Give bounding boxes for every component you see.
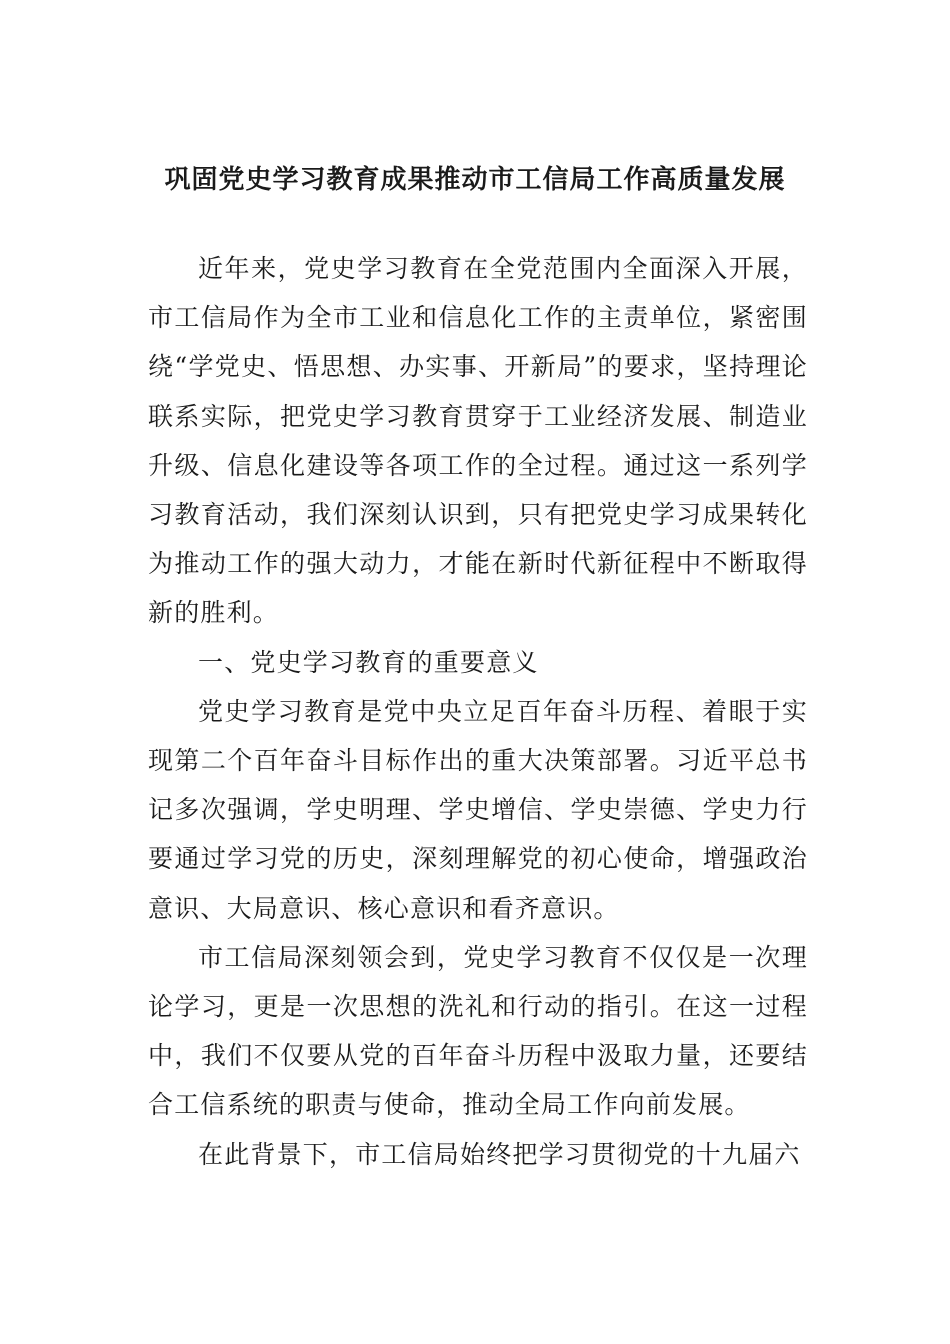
document-body	[148, 244, 808, 1179]
paragraph-background: 在此背景下，市工信局始终把学习贯彻党的十九届六	[198, 1139, 801, 1169]
paragraph-significance: 党史学习教育是党中央立足百年奋斗历程、着眼于实现第二个百年奋斗目标作出的重大决策部署。习近平总书记多次强调，学史明理、学史增信、学史崇德、学史力行要通过学习党的历史，深刻理解党的初心使命，增强政治意识、大局意识、核心意识和看齐意识。	[148, 696, 808, 923]
paragraph-understanding: 市工信局深刻领会到，党史学习教育不仅仅是一次理论学习，更是一次思想的洗礼和行动的指引。在这一过程中，我们不仅要从党的百年奋斗历程中汲取力量，还要结合工信系统的职责与使命，推动全局工作向前发展。	[148, 942, 808, 1120]
section-heading-1: 一、党史学习教育的重要意义	[198, 647, 539, 677]
paragraph-intro: 近年来，党史学习教育在全党范围内全面深入开展，市工信局作为全市工业和信息化工作的主责单位，紧密围绕“学党史、悟思想、办实事、开新局”的要求，坚持理论联系实际，把党史学习教育贯穿于工业经济发展、制造业升级、信息化建设等各项工作的全过程。通过这一系列学习教育活动，我们深刻认识到，只有把党史学习成果转化为推动工作的强大动力，才能在新时代新征程中不断取得新的胜利。	[148, 254, 808, 628]
document-title: 巩固党史学习教育成果推动市工信局工作高质量发展	[164, 165, 786, 195]
